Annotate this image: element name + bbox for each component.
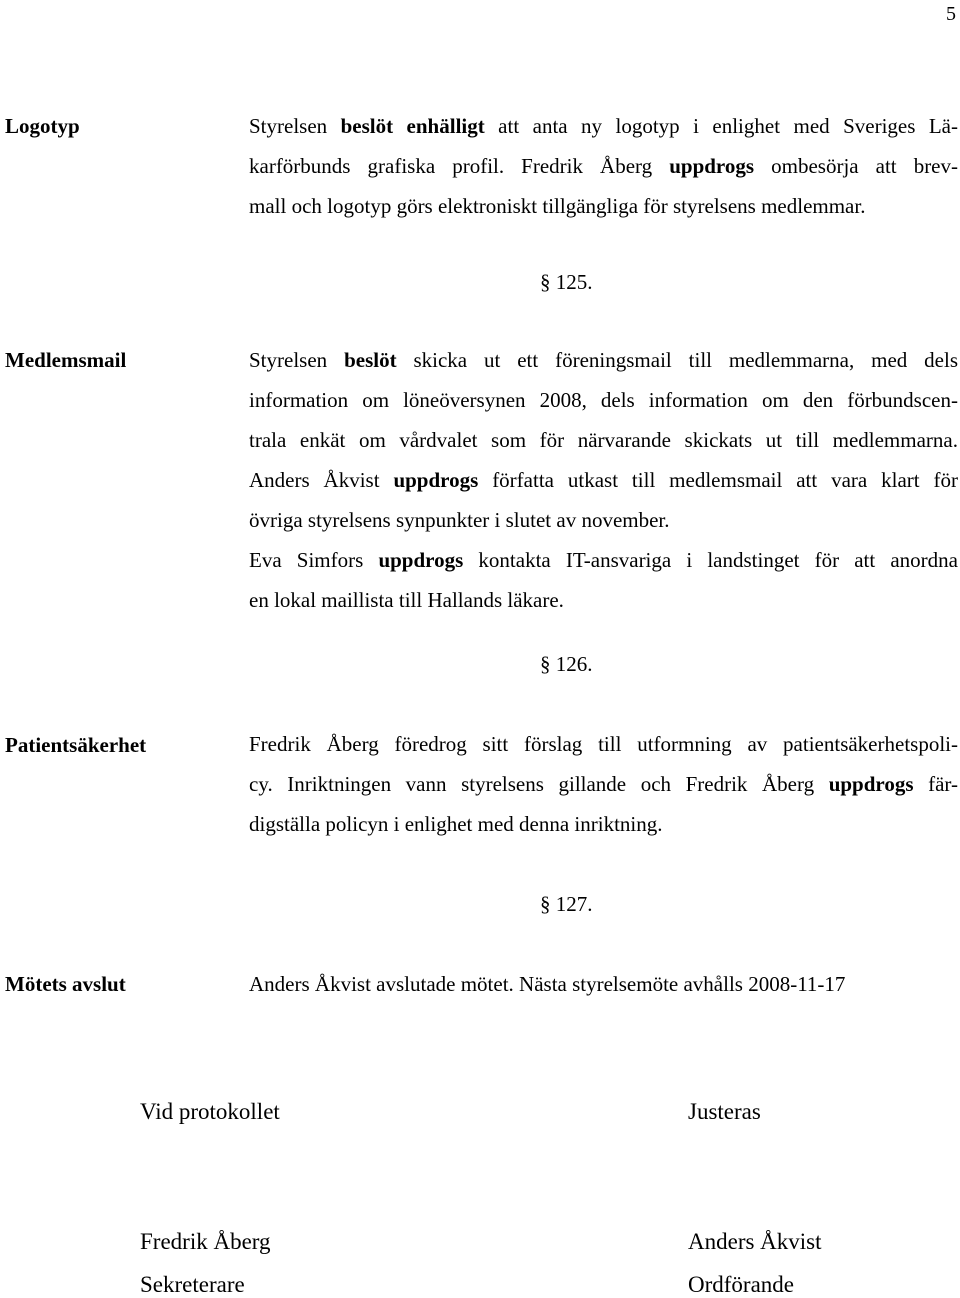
signature-left-label: Vid protokollet — [140, 1099, 280, 1124]
paragraph-line: mall och logotyp görs elektroniskt tillgängliga för styrelsens medlemmar. — [249, 194, 866, 218]
signature-left-title: Sekreterare — [140, 1272, 245, 1297]
text-run: ombesörja att brev- — [754, 154, 958, 178]
section-number-127: § 127. — [540, 892, 593, 916]
paragraph-patientsakerhet — [249, 724, 958, 844]
bold-decision: uppdrogs — [669, 154, 755, 178]
section-number-126: § 126. — [540, 652, 593, 676]
text-run: fär- — [913, 772, 958, 796]
heading-logotyp: Logotyp — [5, 114, 80, 138]
signature-right-name: Anders Åkvist — [688, 1229, 822, 1254]
paragraph-line: information om löneöversynen 2008, dels information om den förbundscen- — [249, 388, 958, 412]
heading-motets-avslut: Mötets avslut — [5, 972, 126, 996]
paragraph-line — [249, 460, 958, 500]
text-run: Styrelsen — [249, 348, 345, 372]
text-run: författa utkast till medlemsmail att vara klart för — [478, 468, 958, 492]
text-run: Styrelsen — [249, 114, 341, 138]
bold-decision: uppdrogs — [393, 468, 479, 492]
text-run: cy. Inriktningen vann styrelsens gillande och Fredrik Åberg — [249, 772, 829, 796]
paragraph-line: trala enkät om vårdvalet som för närvarande skickats ut till medlemmarna. — [249, 428, 958, 452]
bold-decision: beslöt enhälligt — [340, 114, 485, 138]
bold-decision: uppdrogs — [828, 772, 914, 796]
heading-patientsakerhet: Patientsäkerhet — [5, 733, 147, 757]
bold-decision: beslöt — [344, 348, 397, 372]
signature-right-label: Justeras — [688, 1099, 761, 1124]
bold-decision: uppdrogs — [378, 548, 464, 572]
signature-right-title: Ordförande — [688, 1272, 795, 1297]
section-number-125: § 125. — [540, 270, 593, 294]
paragraph-line — [249, 106, 958, 146]
text-run: att anta ny logotyp i enlighet med Sveriges Lä- — [484, 114, 958, 138]
text-run: Anders Åkvist — [249, 468, 394, 492]
paragraph-logotyp — [249, 106, 958, 226]
paragraph-medlemsmail — [249, 340, 958, 620]
paragraph-line — [249, 540, 958, 580]
text-run: skicka ut ett föreningsmail till medlemmarna, med dels — [396, 348, 959, 372]
paragraph-line — [249, 146, 958, 186]
paragraph-line: digställa policyn i enlighet med denna inriktning. — [249, 812, 663, 836]
text-run: karförbunds grafiska profil. Fredrik Åberg — [249, 154, 670, 178]
paragraph-line: en lokal maillista till Hallands läkare. — [249, 588, 564, 612]
signature-left-name: Fredrik Åberg — [140, 1229, 271, 1254]
paragraph-line: Anders Åkvist avslutade mötet. Nästa styrelsemöte avhålls 2008-11-17 — [249, 972, 846, 996]
paragraph-line — [249, 764, 958, 804]
text-run: kontakta IT-ansvariga i landstinget för att anordna — [463, 548, 958, 572]
page-number: 5 — [946, 3, 956, 25]
paragraph-motets-avslut — [249, 964, 958, 1004]
heading-medlemsmail: Medlemsmail — [5, 348, 127, 372]
paragraph-line: övriga styrelsens synpunkter i slutet av november. — [249, 508, 670, 532]
text-run: Eva Simfors — [249, 548, 379, 572]
paragraph-line: Fredrik Åberg föredrog sitt förslag till utformning av patientsäkerhetspoli- — [249, 732, 958, 756]
paragraph-line — [249, 340, 958, 380]
